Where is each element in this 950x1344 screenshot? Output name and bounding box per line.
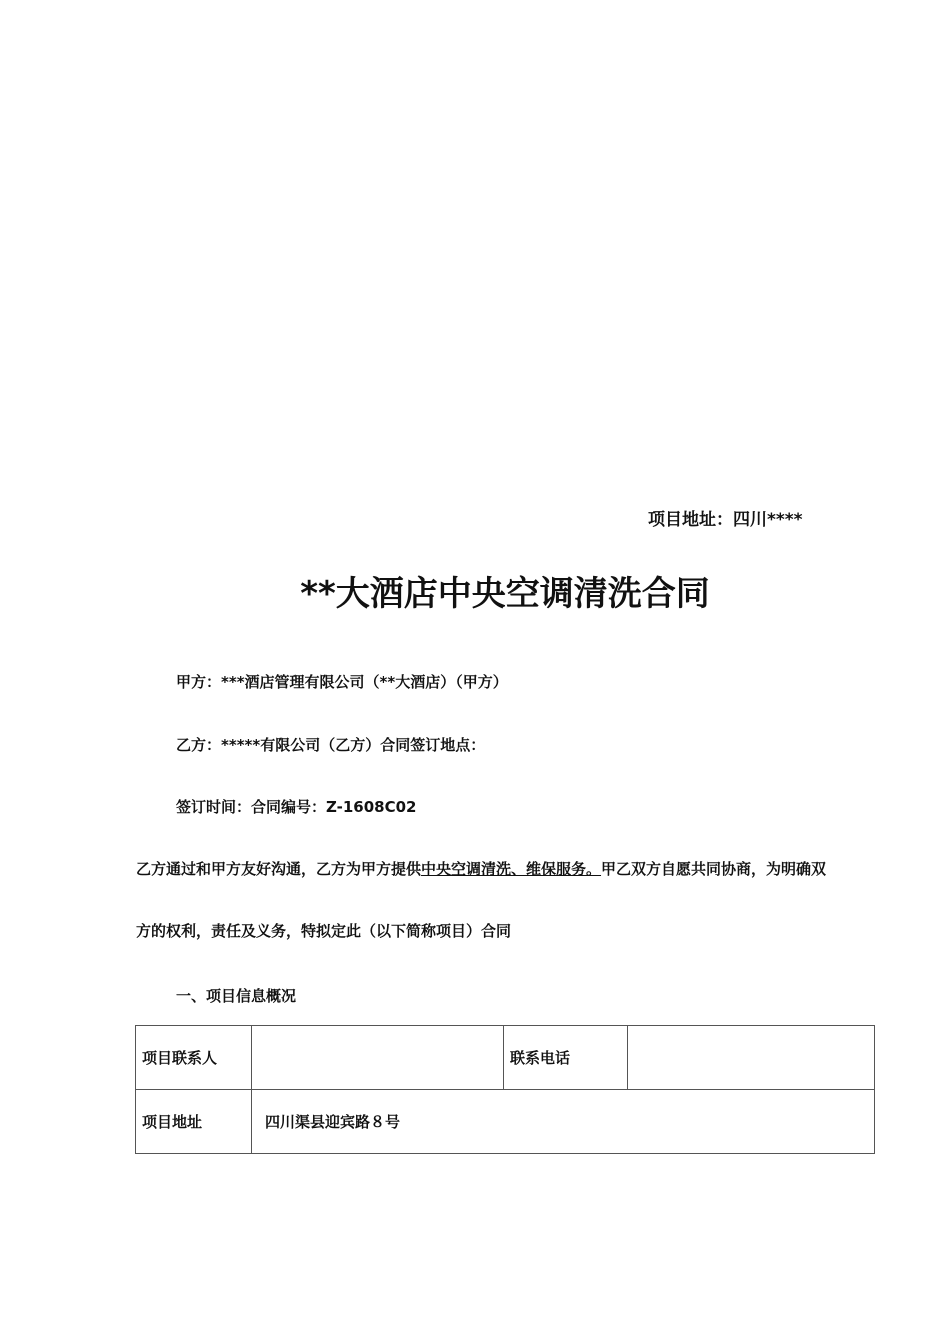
- contract-number: Z-1608C02: [326, 798, 417, 816]
- intro-line-2: 方的权利，责任及义务，特拟定此（以下简称项目）合同: [136, 922, 512, 940]
- project-address: 项目地址：四川****: [648, 510, 803, 530]
- table-row-contact: [136, 1026, 875, 1090]
- address-label-cell: 项目地址: [136, 1090, 252, 1154]
- contact-label-cell: 项目联系人: [136, 1026, 252, 1090]
- table-row-address: [136, 1090, 875, 1154]
- phone-value-cell: [628, 1026, 875, 1090]
- address-value-cell: 四川渠县迎宾路８号: [252, 1090, 875, 1154]
- sign-info-line: [176, 796, 416, 817]
- intro-line-1-start: 乙方通过和甲方友好沟通，乙方为甲方提供: [136, 860, 422, 878]
- contact-value-cell: [252, 1026, 504, 1090]
- party-b-line: 乙方：*****有限公司（乙方）合同签订地点：: [176, 736, 486, 754]
- party-a-line: 甲方：***酒店管理有限公司（**大酒店）（甲方）: [176, 673, 508, 691]
- intro-line-1-end: 甲乙双方自愿共同协商，为明确双: [601, 860, 827, 878]
- service-scope-underlined: 中央空调清洗、维保服务。: [421, 860, 602, 878]
- section-1-heading: 一、项目信息概况: [176, 987, 297, 1005]
- contract-title: **大酒店中央空调清洗合同: [300, 574, 710, 614]
- intro-line-1: [136, 858, 826, 879]
- sign-info-label: 签订时间：合同编号：: [176, 798, 327, 816]
- project-info-table: [135, 1025, 875, 1154]
- phone-label-cell: 联系电话: [504, 1026, 628, 1090]
